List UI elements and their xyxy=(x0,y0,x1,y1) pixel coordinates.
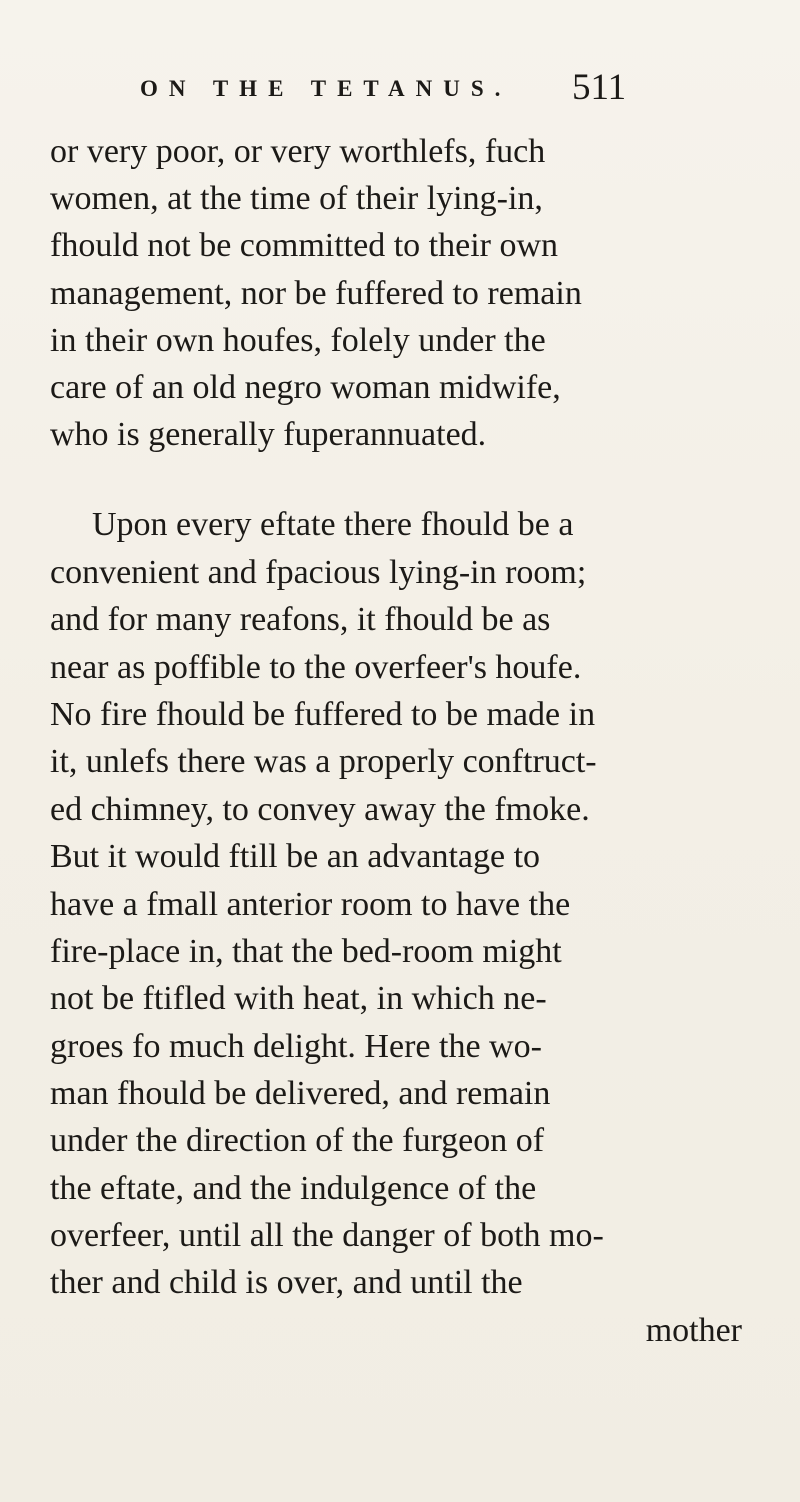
text-line: care of an old negro woman midwife, xyxy=(50,369,561,406)
text-line: ed chimney, to convey away the fmoke. xyxy=(50,791,590,828)
text-line: it, unlefs there was a properly conftruct- xyxy=(50,743,597,780)
text-line: management, nor be fuffered to remain xyxy=(50,275,582,312)
text-line: or very poor, or very worthlefs, fuch xyxy=(50,133,546,170)
text-line: No fire fhould be fuffered to be made in xyxy=(50,696,596,733)
page-header xyxy=(140,67,700,112)
text-line: ther and child is over, and until the xyxy=(50,1264,523,1301)
text-line: fire-place in, that the bed-room might xyxy=(50,933,562,970)
text-line: But it would ftill be an advantage to xyxy=(50,838,541,875)
catchword: mother xyxy=(645,1312,742,1349)
text-line: women, at the time of their lying-in, xyxy=(50,180,543,217)
text-line: under the direction of the furgeon of xyxy=(50,1122,545,1159)
page-number: 511 xyxy=(572,67,627,108)
text-line: the eftate, and the indulgence of the xyxy=(50,1170,537,1207)
text-line: man fhould be delivered, and remain xyxy=(50,1075,551,1112)
text-line: groes fo much delight. Here the wo- xyxy=(50,1028,542,1065)
running-head: ON THE TETANUS. xyxy=(140,76,512,101)
text-line: in their own houfes, folely under the xyxy=(50,322,546,359)
text-line: near as poffible to the overfeer's houfe. xyxy=(50,649,582,686)
text-line: not be ftifled with heat, in which ne- xyxy=(50,980,547,1017)
text-line: and for many reafons, it fhould be as xyxy=(50,601,551,638)
text-line: have a fmall anterior room to have the xyxy=(50,886,571,923)
text-line: who is generally fuperannuated. xyxy=(50,416,487,453)
text-line: Upon every eftate there fhould be a xyxy=(92,506,574,543)
text-line: overfeer, until all the danger of both mo- xyxy=(50,1217,604,1254)
text-line: convenient and fpacious lying-in room; xyxy=(50,554,587,591)
text-line: fhould not be committed to their own xyxy=(50,227,559,264)
